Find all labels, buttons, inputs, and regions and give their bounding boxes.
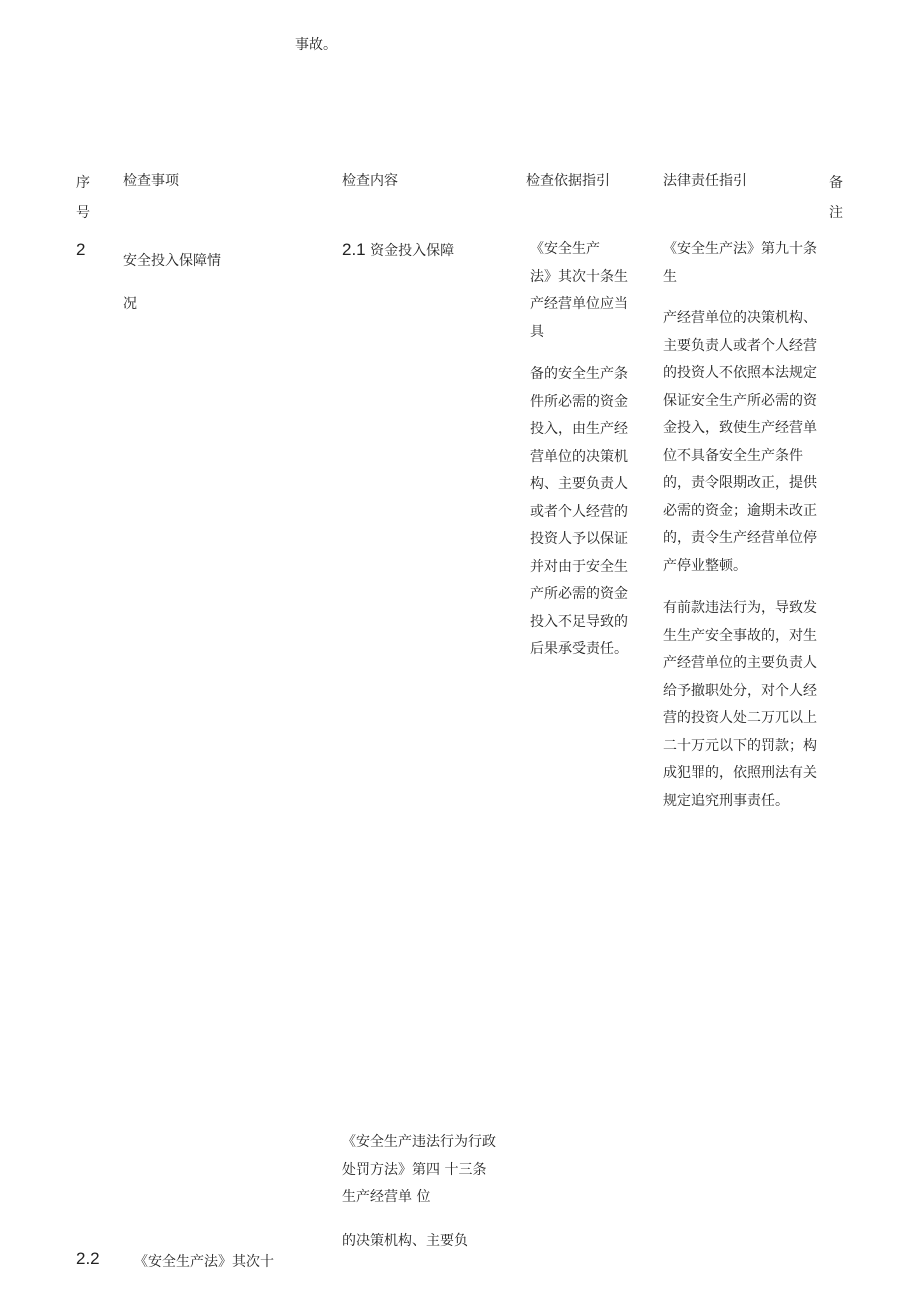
header-legal: 法律责任指引	[663, 173, 747, 189]
legal-para-2: 产经营单位的决策机构、 主要负责人或者个人经营 的投资人不依照本法规定 保证安全生产所必需的资 金投入，致使生产经营单 位不具备安全生产条件 的，责令限期改正，提供 必需的资金；逾期未改正 的，责令生产经营单位停 产停业整顿。	[663, 310, 817, 574]
lower-content-para-1: 《安全生产违法行为行政 处罚方法》第四 十三条 生产经营单 位	[342, 1134, 496, 1205]
row-item: 安全投入保障情 况	[123, 253, 221, 312]
content-number: 2.1	[342, 240, 366, 259]
row-content	[342, 240, 454, 260]
content-text: 资金投入保障	[370, 243, 455, 259]
lower-content-para-2: 的决策机构、主要负	[342, 1233, 468, 1249]
basis-para-2: 备的安全生产条 件所必需的资金 投入，由生产经 营单位的决策机 构、主要负责人 或者个人经营的 投资人予以保证 并对由于安全生 产所必需的资金 投入不足导致的 后果承受责任。	[530, 366, 628, 657]
legal-para-3: 有前款违法行为，导致发 生生产安全事故的，对生 产经营单位的主要负责人 给予撤职处分，对个人经 营的投资人处二万兀以上 二十万元以下的罚款；构 成犯罪的，依照刑法有关 规定追究刑事责任。	[663, 600, 817, 809]
row2-text: 《安全生产法》其次十	[134, 1254, 274, 1270]
row-seq: 2	[76, 240, 86, 259]
header-basis: 检查依据指引	[526, 173, 610, 189]
header-content: 检查内容	[342, 173, 398, 189]
header-seq: 序 号	[76, 175, 90, 221]
legal-para-1: 《安全生产法》第九十条 生	[663, 241, 817, 285]
basis-para-1: 《安全生产 法》其次十条生 产经营单位应当 具	[530, 241, 628, 340]
row2-number: 2.2	[76, 1249, 100, 1268]
top-text: 事故。	[295, 37, 337, 53]
header-item: 检查事项	[123, 173, 179, 189]
header-remark: 备 注	[829, 175, 843, 221]
